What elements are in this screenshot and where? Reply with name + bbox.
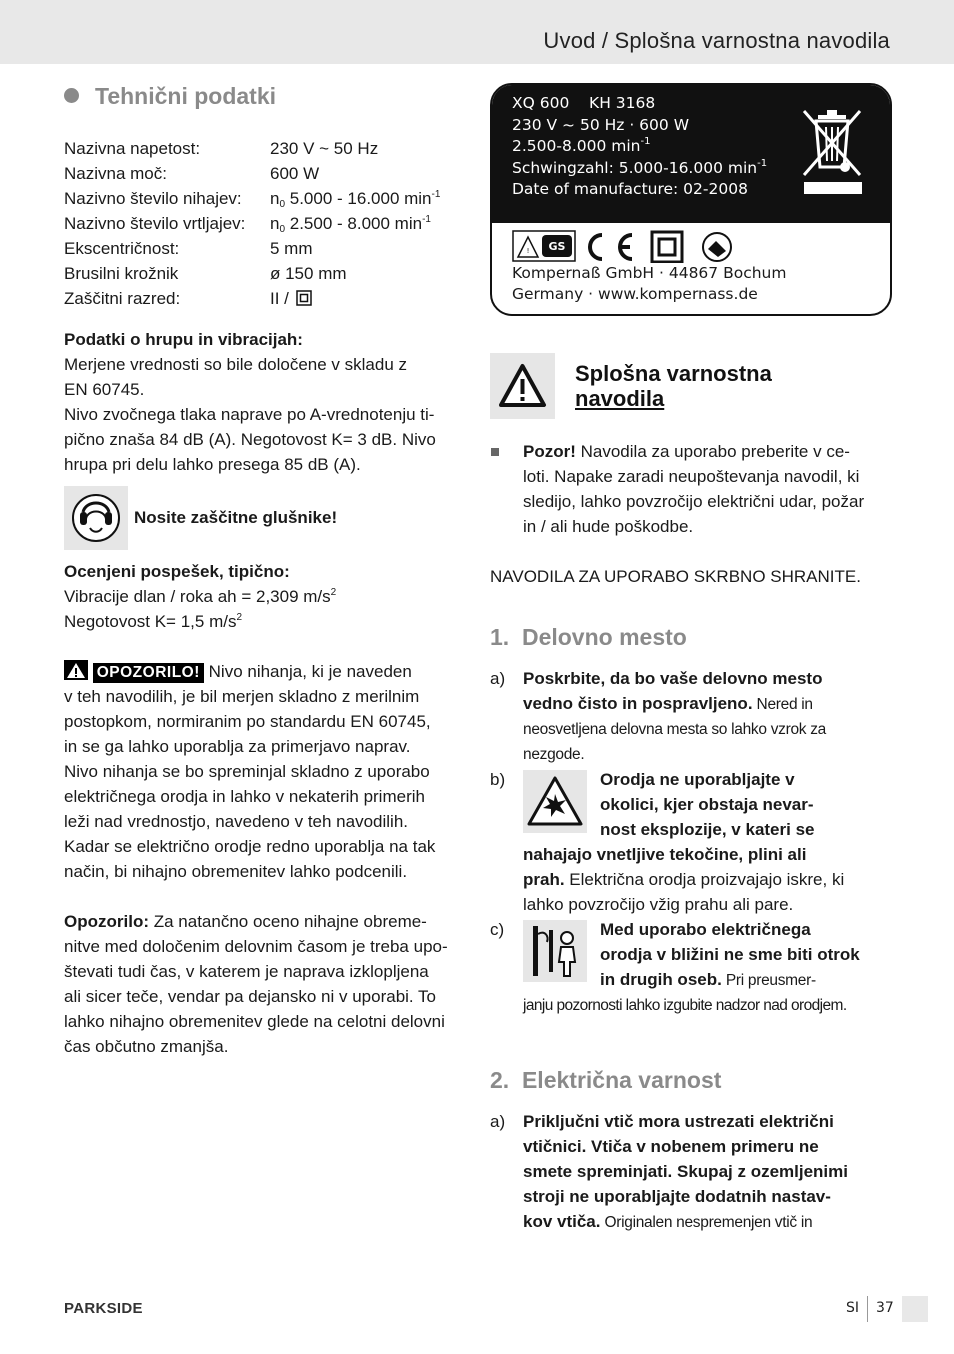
vibration-warning: OPOZORILO! Nivo nihanja, ki je naveden: [64, 659, 462, 684]
pozor-item: Pozor! Navodila za uporabo preberite v ce- loti. Napake zaradi neupoštevanja navodil, ki sledijo, lahko povzročijo električni udar, požar in / ali hude poškodbe.: [490, 439, 890, 539]
right-column: [490, 353, 890, 1235]
weee-bin-icon: [798, 105, 868, 200]
explosion-icon: [523, 770, 587, 833]
svg-text:!: !: [526, 247, 530, 255]
language-code: SI: [846, 1300, 860, 1316]
section-2-heading: 2. Električna varnost: [490, 1067, 722, 1093]
protection-class-icon: [296, 290, 312, 306]
page-number: 37: [876, 1300, 894, 1316]
spec-list: [64, 136, 462, 311]
page-title: Uvod / Splošna varnostna navodila: [543, 28, 890, 53]
vib-heading: Ocenjeni pospešek, tipično:: [64, 562, 290, 581]
keep-children-away-icon: [523, 920, 587, 982]
item-c: c) Med uporabo električnega orodja v bližini ne sme biti otrok in drugih oseb. Pri preusmer- janju pozornosti lahko izgubite nadzor nad orodjem.: [490, 920, 860, 1014]
item-a: a) Poskrbite, da bo vaše delovno mesto vedno čisto in pospravljeno. Nered in neosvetljena delovna mesta so lahko vzrok za nezgode.: [490, 669, 827, 763]
warning-icon: [64, 660, 88, 680]
rating-plate: XQ 600 KH 3168 230 V ~ 50 Hz · 600 W 2.500-8.000 $\min^{-1}$ Schwingzahl: 5.000-16.000 $\min^{-1}$ Date of manufacture: 02-2008 ! GS Kompernaß GmbH · 44867 Bochum Germany · www.kompernass.de: [490, 83, 892, 316]
tech-heading: Tehnični podatki: [64, 84, 462, 109]
certification-icons: [512, 229, 742, 263]
ear-protection-notice: Nosite zaščitne glušnike!: [64, 486, 462, 550]
left-column: Tehnični podatki Nazivna napetost: 230 V ~ 50 Hz Nazivna moč: 600 W Nazivno število nihajev: $n_0$ 5.000 - 16.000 $\min^{-1}$ Nazivno število vrtljajev: $n_0$ 2.500 - 8.000 $\min^{-1}$ Ekscentričnost: 5 mm Brusilni krožnik ø 150 mm Zaščitni razred: II / Podatki o hrupu in vibracijah: Merjene vrednosti so bile določene v skladu z EN 60745. Nivo zvočnega tlaka naprave po A-vrednotenju ti- pično znaša 84 dB (A). Negotovost K= 3 dB. Nivo hrupa pri delu lahko presega 85 dB (A). Nosite zaščitne glušnike! Ocenjeni pospešek, tipično: Vibracije dlan / roka ah = 2,309 $m/s^2$ Negotovost K= 1,5 $m/s^2$ OPOZORILO! Nivo nihanja, ki je naveden v teh navodilih, je bil merjen skladno z merilnim postopkom, normiranim po standardu EN 60745, in se ga lahko uporablja za primerjavo naprav. Nivo nihanja se bo spreminjal skladno z uporabo električnega orodja in lahko v nekaterih primerih leži nad vrednostjo, navedeno v teh navodilih. Kadar se električno orodje redno uporablja na tak način, bi nihajno obremenitev lahko podcenili. Opozorilo: Za natančno oceno nihajne obreme- nitve med določenim delovnim časom je treba upo- števati tudi čas, v katerem je naprava izklopljena ali sicer teče, vendar pa dejansko ni v uporabi. To lahko nihajno obremenitev glede na celotni delovni čas občutno zmanjša.: [64, 84, 462, 1059]
spec-row: Nazivna napetost: 230 V ~ 50 Hz: [64, 139, 379, 158]
noise-heading: Podatki o hrupu in vibracijah:: [64, 330, 303, 349]
spec-row: Nazivno število vrtljajev: $n_0$ 2.500 - 8.000 $\min^{-1}$: [64, 214, 431, 235]
spec-row: Nazivno število nihajev: $n_0$ 5.000 - 16.000 $\min^{-1}$: [64, 189, 441, 210]
spec-row: Zaščitni razred: II /: [64, 286, 462, 311]
keep-instructions: NAVODILA ZA UPORABO SKRBNO SHRANITE.: [490, 567, 861, 586]
spec-row: Brusilni krožnik ø 150 mm: [64, 264, 347, 283]
item-b: b) Orodja ne uporabljajte v okolici, kjer obstaja nevar- nost eksplozije, v kateri se nahajajo vnetljive tekočine, plini ali prah. Električna orodja proizvajajo iskre, ki lahko povzročijo vžig prahu ali pare.: [490, 770, 845, 914]
item-electrical-a: a) Priključni vtič mora ustrezati električni vtičnici. Vtiča v nobenem primeru ne smete spreminjati. Skupaj z ozemljenimi stroji ne uporabljajte dodatnih nastav- kov vtiča. Originalen nespremenjen vtič in: [490, 1112, 848, 1231]
spec-row: Ekscentričnost: 5 mm: [64, 239, 313, 258]
safety-heading-block: Splošna varnostna navodila: [490, 353, 890, 419]
spec-row: Nazivna moč: 600 W: [64, 164, 320, 183]
warning-badge: OPOZORILO!: [93, 663, 204, 683]
footer-marker: [902, 1296, 928, 1322]
safety-heading: Splošna varnostna: [575, 361, 772, 386]
section-1-heading: 1. Delovno mesto: [490, 624, 687, 650]
footer-divider: [867, 1296, 868, 1322]
square-bullet-icon: [491, 448, 499, 456]
warning-triangle-box: [490, 353, 555, 419]
warning-triangle-icon: [490, 353, 555, 419]
page-header: [0, 0, 954, 64]
note: Opozorilo: Za natančno oceno nihajne obreme-: [64, 912, 427, 931]
ear-protection-icon: [64, 486, 128, 550]
svg-text:GS: GS: [548, 240, 566, 253]
bullet-icon: [64, 88, 79, 103]
brand-logo: PARKSIDE: [64, 1300, 143, 1317]
